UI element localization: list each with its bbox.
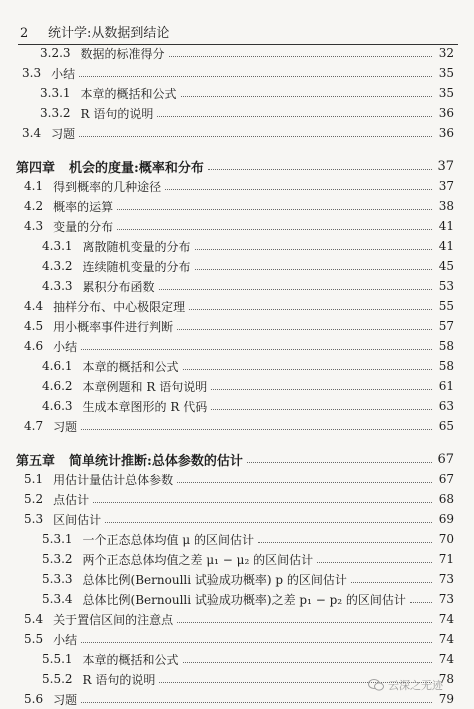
page-ref: 74: [438, 652, 454, 666]
dot-leader: [79, 76, 432, 77]
section-title: 连续随机变量的分布: [82, 259, 191, 274]
section-number: 4.4: [24, 299, 44, 313]
section-number: 5.3.4: [42, 592, 73, 606]
section-number: 5.1: [24, 472, 44, 486]
dot-leader: [211, 389, 432, 390]
toc-entry: [42, 256, 454, 276]
watermark: [368, 676, 443, 694]
page-ref: 78: [438, 672, 454, 686]
toc-entry: [24, 296, 454, 316]
wechat-icon: [368, 678, 384, 692]
dot-leader: [93, 502, 432, 503]
dot-leader: [81, 429, 432, 430]
toc-entry: [24, 629, 454, 649]
dot-leader: [208, 169, 432, 170]
dot-leader: [165, 189, 432, 190]
dot-leader: [211, 409, 432, 410]
dot-leader: [177, 482, 432, 483]
section-title: 机会的度量:概率和分布: [69, 160, 204, 176]
section-title: 用小概率事件进行判断: [53, 319, 174, 334]
section-title: 得到概率的几种途径: [53, 179, 162, 194]
toc-entry: [42, 376, 454, 396]
toc-entry: [24, 336, 454, 356]
toc-entry: [40, 43, 454, 63]
dot-leader: [183, 369, 432, 370]
section-number: 4.6.2: [42, 379, 73, 393]
page-ref: 74: [438, 612, 454, 626]
page-ref: 58: [438, 339, 454, 353]
dot-leader: [81, 702, 432, 703]
page-ref: 41: [438, 219, 454, 233]
section-title: 累积分布函数: [82, 279, 155, 294]
toc-entry: [42, 236, 454, 256]
section-title: R 语句的说明: [82, 672, 156, 687]
section-title: 关于置信区间的注意点: [53, 612, 174, 627]
toc-entry: [40, 83, 454, 103]
section-number: 3.4: [22, 126, 42, 140]
dot-leader: [117, 229, 432, 230]
section-title: 小结: [53, 339, 78, 354]
page-ref: 63: [438, 399, 454, 413]
section-title: 习题: [53, 419, 78, 434]
section-number: 3.3: [22, 66, 42, 80]
section-number: 5.3: [24, 512, 44, 526]
section-number: 4.6.1: [42, 359, 73, 373]
section-number: 5.2: [24, 492, 44, 506]
section-title: 小结: [51, 66, 76, 81]
section-title: 习题: [51, 126, 76, 141]
toc-entry: [24, 469, 454, 489]
page-ref: 65: [438, 419, 454, 433]
section-number: 4.2: [24, 199, 44, 213]
dot-leader: [157, 116, 432, 117]
page-ref: 41: [438, 239, 454, 253]
section-title: 总体比例(Bernoulli 试验成功概率) p 的区间估计: [82, 572, 347, 587]
page-ref: 71: [438, 552, 454, 566]
dot-leader: [181, 96, 432, 97]
section-title: 习题: [53, 692, 78, 707]
dot-leader: [117, 209, 432, 210]
section-number: 第四章: [16, 160, 56, 176]
toc-entry: [24, 416, 454, 436]
section-number: 5.5: [24, 632, 44, 646]
toc-entry: [42, 589, 454, 609]
section-number: 5.3.3: [42, 572, 73, 586]
section-title: 变量的分布: [53, 219, 114, 234]
section-number: 4.6.3: [42, 399, 73, 413]
section-number: 5.5.2: [42, 672, 73, 686]
toc-chapter-entry: [16, 156, 454, 176]
page-ref: 57: [438, 319, 454, 333]
section-title: 点估计: [53, 492, 90, 507]
section-number: 4.7: [24, 419, 44, 433]
page-ref: 35: [438, 86, 454, 100]
section-title: 区间估计: [53, 512, 102, 527]
section-number: 4.6: [24, 339, 44, 353]
section-number: 5.5.1: [42, 652, 73, 666]
dot-leader: [195, 269, 432, 270]
toc-entry: [42, 396, 454, 416]
page-ref: 36: [438, 106, 454, 120]
section-title: 两个正态总体均值之差 μ₁ − μ₂ 的区间估计: [82, 552, 314, 567]
section-number: 5.3.2: [42, 552, 73, 566]
section-number: 3.3.1: [40, 86, 71, 100]
section-title: 数据的标准得分: [80, 46, 165, 61]
section-number: 4.3.2: [42, 259, 73, 273]
page-ref: 45: [438, 259, 454, 273]
page-ref: 35: [438, 66, 454, 80]
section-number: 3.3.2: [40, 106, 71, 120]
dot-leader: [410, 602, 432, 603]
page-number: 2: [20, 26, 29, 41]
dot-leader: [183, 662, 432, 663]
section-number: 4.1: [24, 179, 44, 193]
dot-leader: [81, 349, 432, 350]
section-title: 本章的概括和公式: [80, 86, 177, 101]
section-title: 小结: [53, 632, 78, 647]
section-title: 简单统计推断:总体参数的估计: [69, 453, 243, 469]
section-number: 5.6: [24, 692, 44, 706]
page-ref: 70: [438, 532, 454, 546]
section-title: 一个正态总体均值 μ 的区间估计: [82, 532, 254, 547]
page-ref: 32: [438, 46, 454, 60]
section-title: 本章例题和 R 语句说明: [82, 379, 208, 394]
toc-entry: [42, 356, 454, 376]
toc-chapter-entry: [16, 449, 454, 469]
section-number: 4.3: [24, 219, 44, 233]
book-title: 统计学:从数据到结论: [48, 26, 170, 41]
page-ref: 36: [438, 126, 454, 140]
page-ref: 55: [438, 299, 454, 313]
section-title: 本章的概括和公式: [82, 652, 179, 667]
page-ref: 37: [438, 179, 454, 193]
toc-entry: [42, 569, 454, 589]
toc-entry: [42, 529, 454, 549]
section-title: 概率的运算: [53, 199, 114, 214]
page-ref: 37: [437, 158, 454, 174]
dot-leader: [79, 136, 432, 137]
page-ref: 73: [438, 572, 454, 586]
toc-entry: [24, 196, 454, 216]
dot-leader: [81, 642, 432, 643]
section-number: 5.3.1: [42, 532, 73, 546]
section-number: 5.4: [24, 612, 44, 626]
dot-leader: [177, 622, 432, 623]
toc-entry: [24, 509, 454, 529]
page-ref: 68: [438, 492, 454, 506]
dot-leader: [195, 249, 432, 250]
toc-entry: [22, 63, 454, 83]
page-ref: 58: [438, 359, 454, 373]
section-number: 3.2.3: [40, 46, 71, 60]
section-title: 离散随机变量的分布: [82, 239, 191, 254]
dot-leader: [159, 289, 432, 290]
toc-entry: [42, 549, 454, 569]
page-ref: 79: [438, 692, 454, 706]
dot-leader: [105, 522, 432, 523]
toc-entry: [24, 609, 454, 629]
toc-entry: [24, 489, 454, 509]
section-number: 4.3.1: [42, 239, 73, 253]
dot-leader: [247, 462, 432, 463]
page-ref: 61: [438, 379, 454, 393]
toc-entry: [24, 216, 454, 236]
watermark-text: 云深之无迹: [388, 679, 443, 692]
dot-leader: [351, 582, 432, 583]
section-title: 抽样分布、中心极限定理: [53, 299, 186, 314]
section-title: 生成本章图形的 R 代码: [82, 399, 208, 414]
toc-entry: [22, 123, 454, 143]
section-number: 4.3.3: [42, 279, 73, 293]
page-ref: 67: [438, 472, 454, 486]
toc-entry: [42, 649, 454, 669]
section-number: 第五章: [16, 453, 56, 469]
toc-entry: [24, 176, 454, 196]
page-ref: 74: [438, 632, 454, 646]
section-title: 用估计量估计总体参数: [53, 472, 174, 487]
section-title: R 语句的说明: [80, 106, 154, 121]
toc-entry: [40, 103, 454, 123]
dot-leader: [177, 329, 432, 330]
section-title: 总体比例(Bernoulli 试验成功概率)之差 p₁ − p₂ 的区间估计: [82, 592, 406, 607]
dot-leader: [258, 542, 432, 543]
dot-leader: [169, 56, 432, 57]
toc-entry: [24, 316, 454, 336]
page-ref: 38: [438, 199, 454, 213]
section-number: 4.5: [24, 319, 44, 333]
page-ref: 67: [437, 451, 454, 467]
dot-leader: [317, 562, 432, 563]
page-ref: 73: [438, 592, 454, 606]
page-ref: 53: [438, 279, 454, 293]
section-title: 本章的概括和公式: [82, 359, 179, 374]
dot-leader: [189, 309, 432, 310]
toc-entry: [42, 276, 454, 296]
page-ref: 69: [438, 512, 454, 526]
